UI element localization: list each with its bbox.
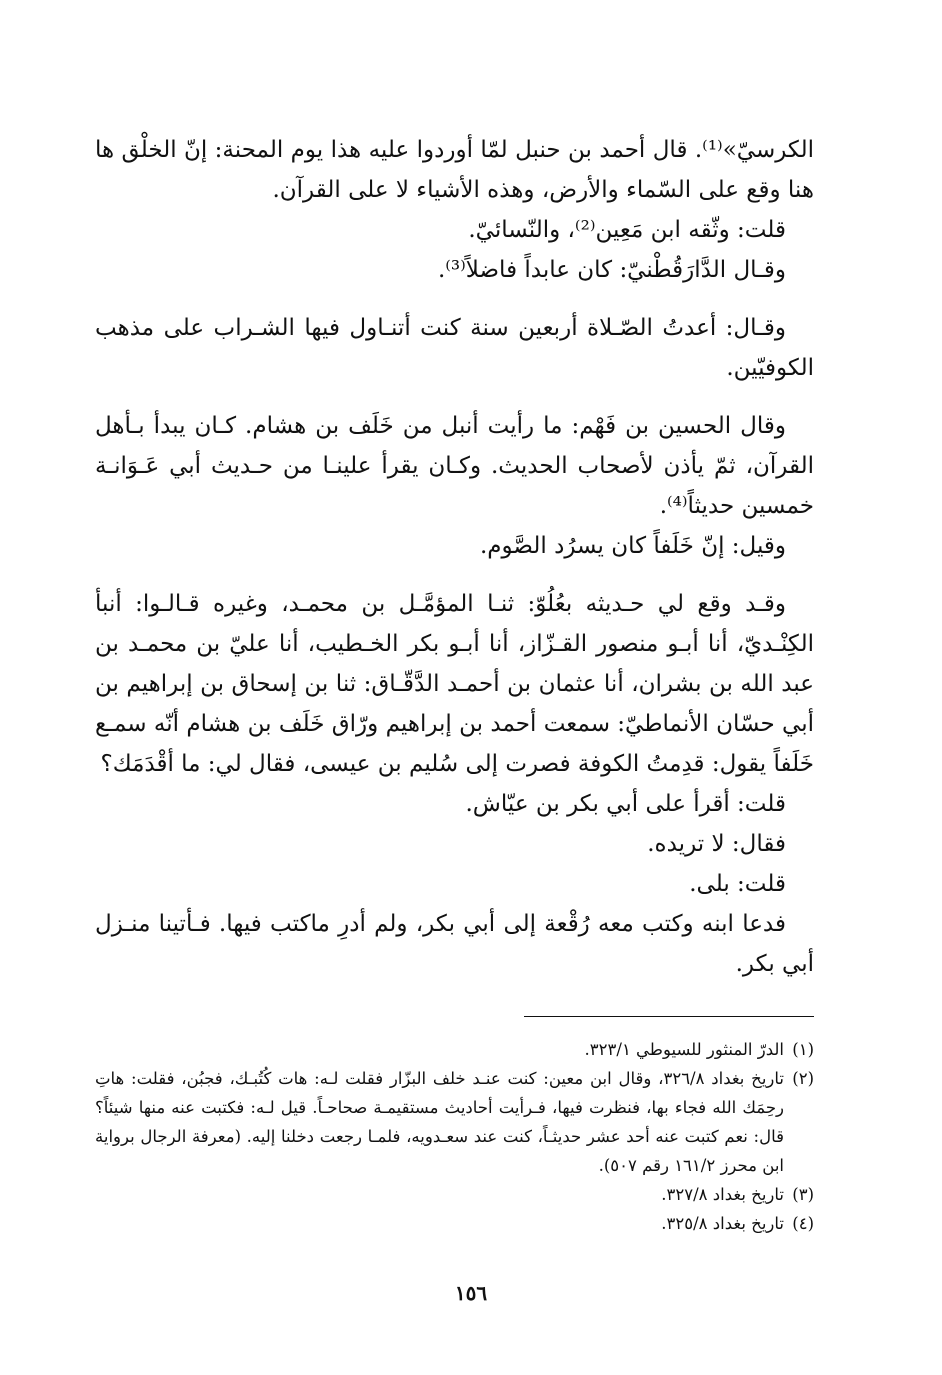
footnote-text: تاريخ بغداد ٣٢٦/٨، وقال ابن معين: كنت عنـد خلف البزّار فقلت لـه: هات كُتُبـك، فجبُن، فقلت: هاتِ رحِمَك الله فجاء بها، فنظرت فيها، فـرأيت أحاديث مستقيمـة صحاحـاً. قيل لـه: فكتبت عنه منها شيئاً؟ قال: نعم كتبت عنه أحد عشر حديثـاً، كنت عند سعـدويه، فلمـا رجعت دخلنا إليه. (معرفة الرجال برواية ابن محرز ١٦١/٢ رقم ٥٠٧). [95,1069,785,1175]
paragraph: الكرسيّ»⁽¹⁾. قال أحمد بن حنبل لمّا أوردوا عليه هذا يوم المحنة: إنّ الخلْق ها هنا وقع على السّماء والأرض، وهذه الأشياء لا على القرآن. [95,137,814,203]
paragraph: وقال الحسين بن فَهْم: ما رأيت أنبل من خَلَف بن هشام. كـان يبدأ بـأهل القرآن، ثمّ يأذن لأصحاب الحديث. وكـان يقرأ علينـا من حـديث أبي عَـوَانـة خمسين حديثاً⁽⁴⁾. [95,413,814,519]
paragraph: وقـد وقع لي حـديثه بعُلُوّ: ثنـا المؤمَّـل بن محمـد، وغيره قـالـوا: أنبأ الكِنْـديّ، أنا أبـو منصور القـزّاز، أنا أبـو بكر الخـطيب، أنا عليّ بن محمـد بن عبد الله بن بشران، أنا عثمان بن أحمـد الدَّقّـاق: ثنا بن إسحاق بن إبراهيم بن أبي حسّان الأنماطيّ: سمعت أحمد بن إبراهيم ورّاق خَلَف بن هشام أنّه سمـع خَلَفاً يقول: قدِمتُ الكوفة فصرت إلى سُليم بن عيسى، فقال لي: ما أقْدَمَك؟ [95,591,814,777]
paragraph: وقـال: أعدتُ الصّـلاة أربعين سنة كنت أتنـاول فيها الشـراب على مذهب الكوفيّين. [95,315,814,381]
page-number: ١٥٦ [454,1281,488,1305]
paragraph: قلت: وثّقه ابن مَعِين⁽²⁾، والنّسائيّ. [468,217,786,243]
paragraph: وقـال الدَّارَقُطْنيّ: كان عابداً فاضلاً⁽³⁾. [437,257,786,283]
footnote-number: (٢) [792,1069,814,1088]
paragraph: قلت: بلى. [689,871,786,897]
paragraph: فدعا ابنه وكتب معه رُقْعة إلى أبي بكر، ولم أدرِ ماكتب فيها. فـأتينا منـزل أبي بكر. [95,911,814,977]
footnote-text: الدرّ المنثور للسيوطي ٣٢٣/١. [584,1040,784,1059]
paragraph: وقيل: إنّ خَلَفاً كان يسرُد الصَّوم. [480,533,786,559]
footnote-number: (٣) [792,1185,814,1204]
footnote [95,1209,814,1238]
footnote-number: (١) [792,1040,814,1059]
footnote-divider [524,1016,814,1017]
paragraph: قلت: أقرأ على أبي بكر بن عيّاش. [465,791,786,817]
main-text [95,130,814,984]
paragraph: فقال: لا تريده. [647,831,786,857]
footnotes [95,1035,814,1238]
footnote [95,1064,814,1180]
footnote-number: (٤) [792,1214,814,1233]
footnote-text: تاريخ بغداد ٣٢٥/٨. [661,1214,784,1233]
footnote-text: تاريخ بغداد ٣٢٧/٨. [661,1185,784,1204]
footnote [95,1180,814,1209]
footnote [95,1035,814,1064]
